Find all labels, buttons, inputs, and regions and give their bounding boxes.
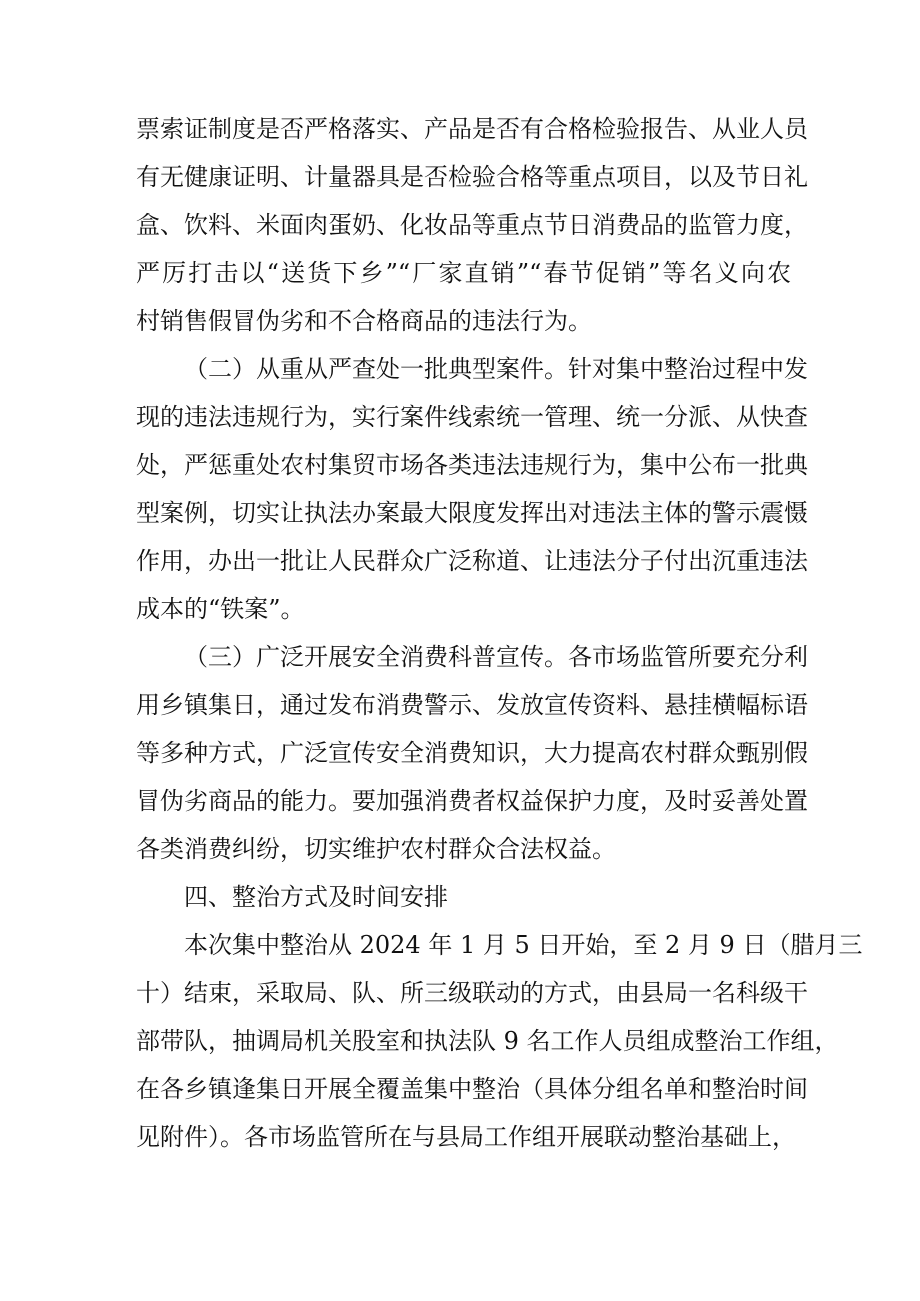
body-text-line: 用乡镇集日，通过发布消费警示、发放宣传资料、悬挂横幅标语: [136, 691, 808, 719]
body-text-line: 有无健康证明、计量器具是否检验合格等重点项目，以及节日礼: [136, 163, 808, 191]
body-text-line: 型案例，切实让执法办案最大限度发挥出对违法主体的警示震慑: [136, 499, 808, 527]
body-text-line: 见附件）。各市场监管所在与县局工作组开展联动整治基础上，: [136, 1123, 796, 1151]
body-text-line: 在各乡镇逢集日开展全覆盖集中整治（具体分组名单和整治时间: [136, 1075, 808, 1103]
body-text-line: 作用，办出一批让人民群众广泛称道、让违法分子付出沉重违法: [136, 547, 808, 575]
body-text-line: 盒、饮料、米面肉蛋奶、化妆品等重点节日消费品的监管力度，: [136, 211, 808, 239]
body-text-line: 票索证制度是否严格落实、产品是否有合格检验报告、从业人员: [136, 115, 808, 143]
body-text-line: 冒伪劣商品的能力。要加强消费者权益保护力度，及时妥善处置: [136, 787, 808, 815]
body-text-line: 部带队，抽调局机关股室和执法队 9 名工作人员组成整治工作组，: [136, 1027, 839, 1055]
body-text-line: 现的违法违规行为，实行案件线索统一管理、统一分派、从快查: [136, 403, 808, 431]
body-text-line: 本次集中整治从 2024 年 1 月 5 日开始，至 2 月 9 日（腊月三: [184, 931, 863, 959]
section-title: 四、整治方式及时间安排: [184, 883, 448, 911]
body-text-line: 等多种方式，广泛宣传安全消费知识，大力提高农村群众甄别假: [136, 739, 808, 767]
body-text-line: 处，严惩重处农村集贸市场各类违法违规行为，集中公布一批典: [136, 451, 808, 479]
section-heading-line: （二）从重从严查处一批典型案件。针对集中整治过程中发: [184, 355, 808, 383]
section-heading-line: （三）广泛开展安全消费科普宣传。各市场监管所要充分利: [184, 643, 808, 671]
body-text-line: 成本的“铁案”。: [136, 595, 305, 623]
body-text-line: 十）结束，采取局、队、所三级联动的方式，由县局一名科级干: [136, 979, 808, 1007]
body-text-line: 各类消费纠纷，切实维护农村群众合法权益。: [136, 835, 616, 863]
body-text-line: 村销售假冒伪劣和不合格商品的违法行为。: [136, 307, 592, 335]
body-text-line: 严厉打击以“送货下乡”“厂家直销”“春节促销”等名义向农: [136, 259, 791, 287]
